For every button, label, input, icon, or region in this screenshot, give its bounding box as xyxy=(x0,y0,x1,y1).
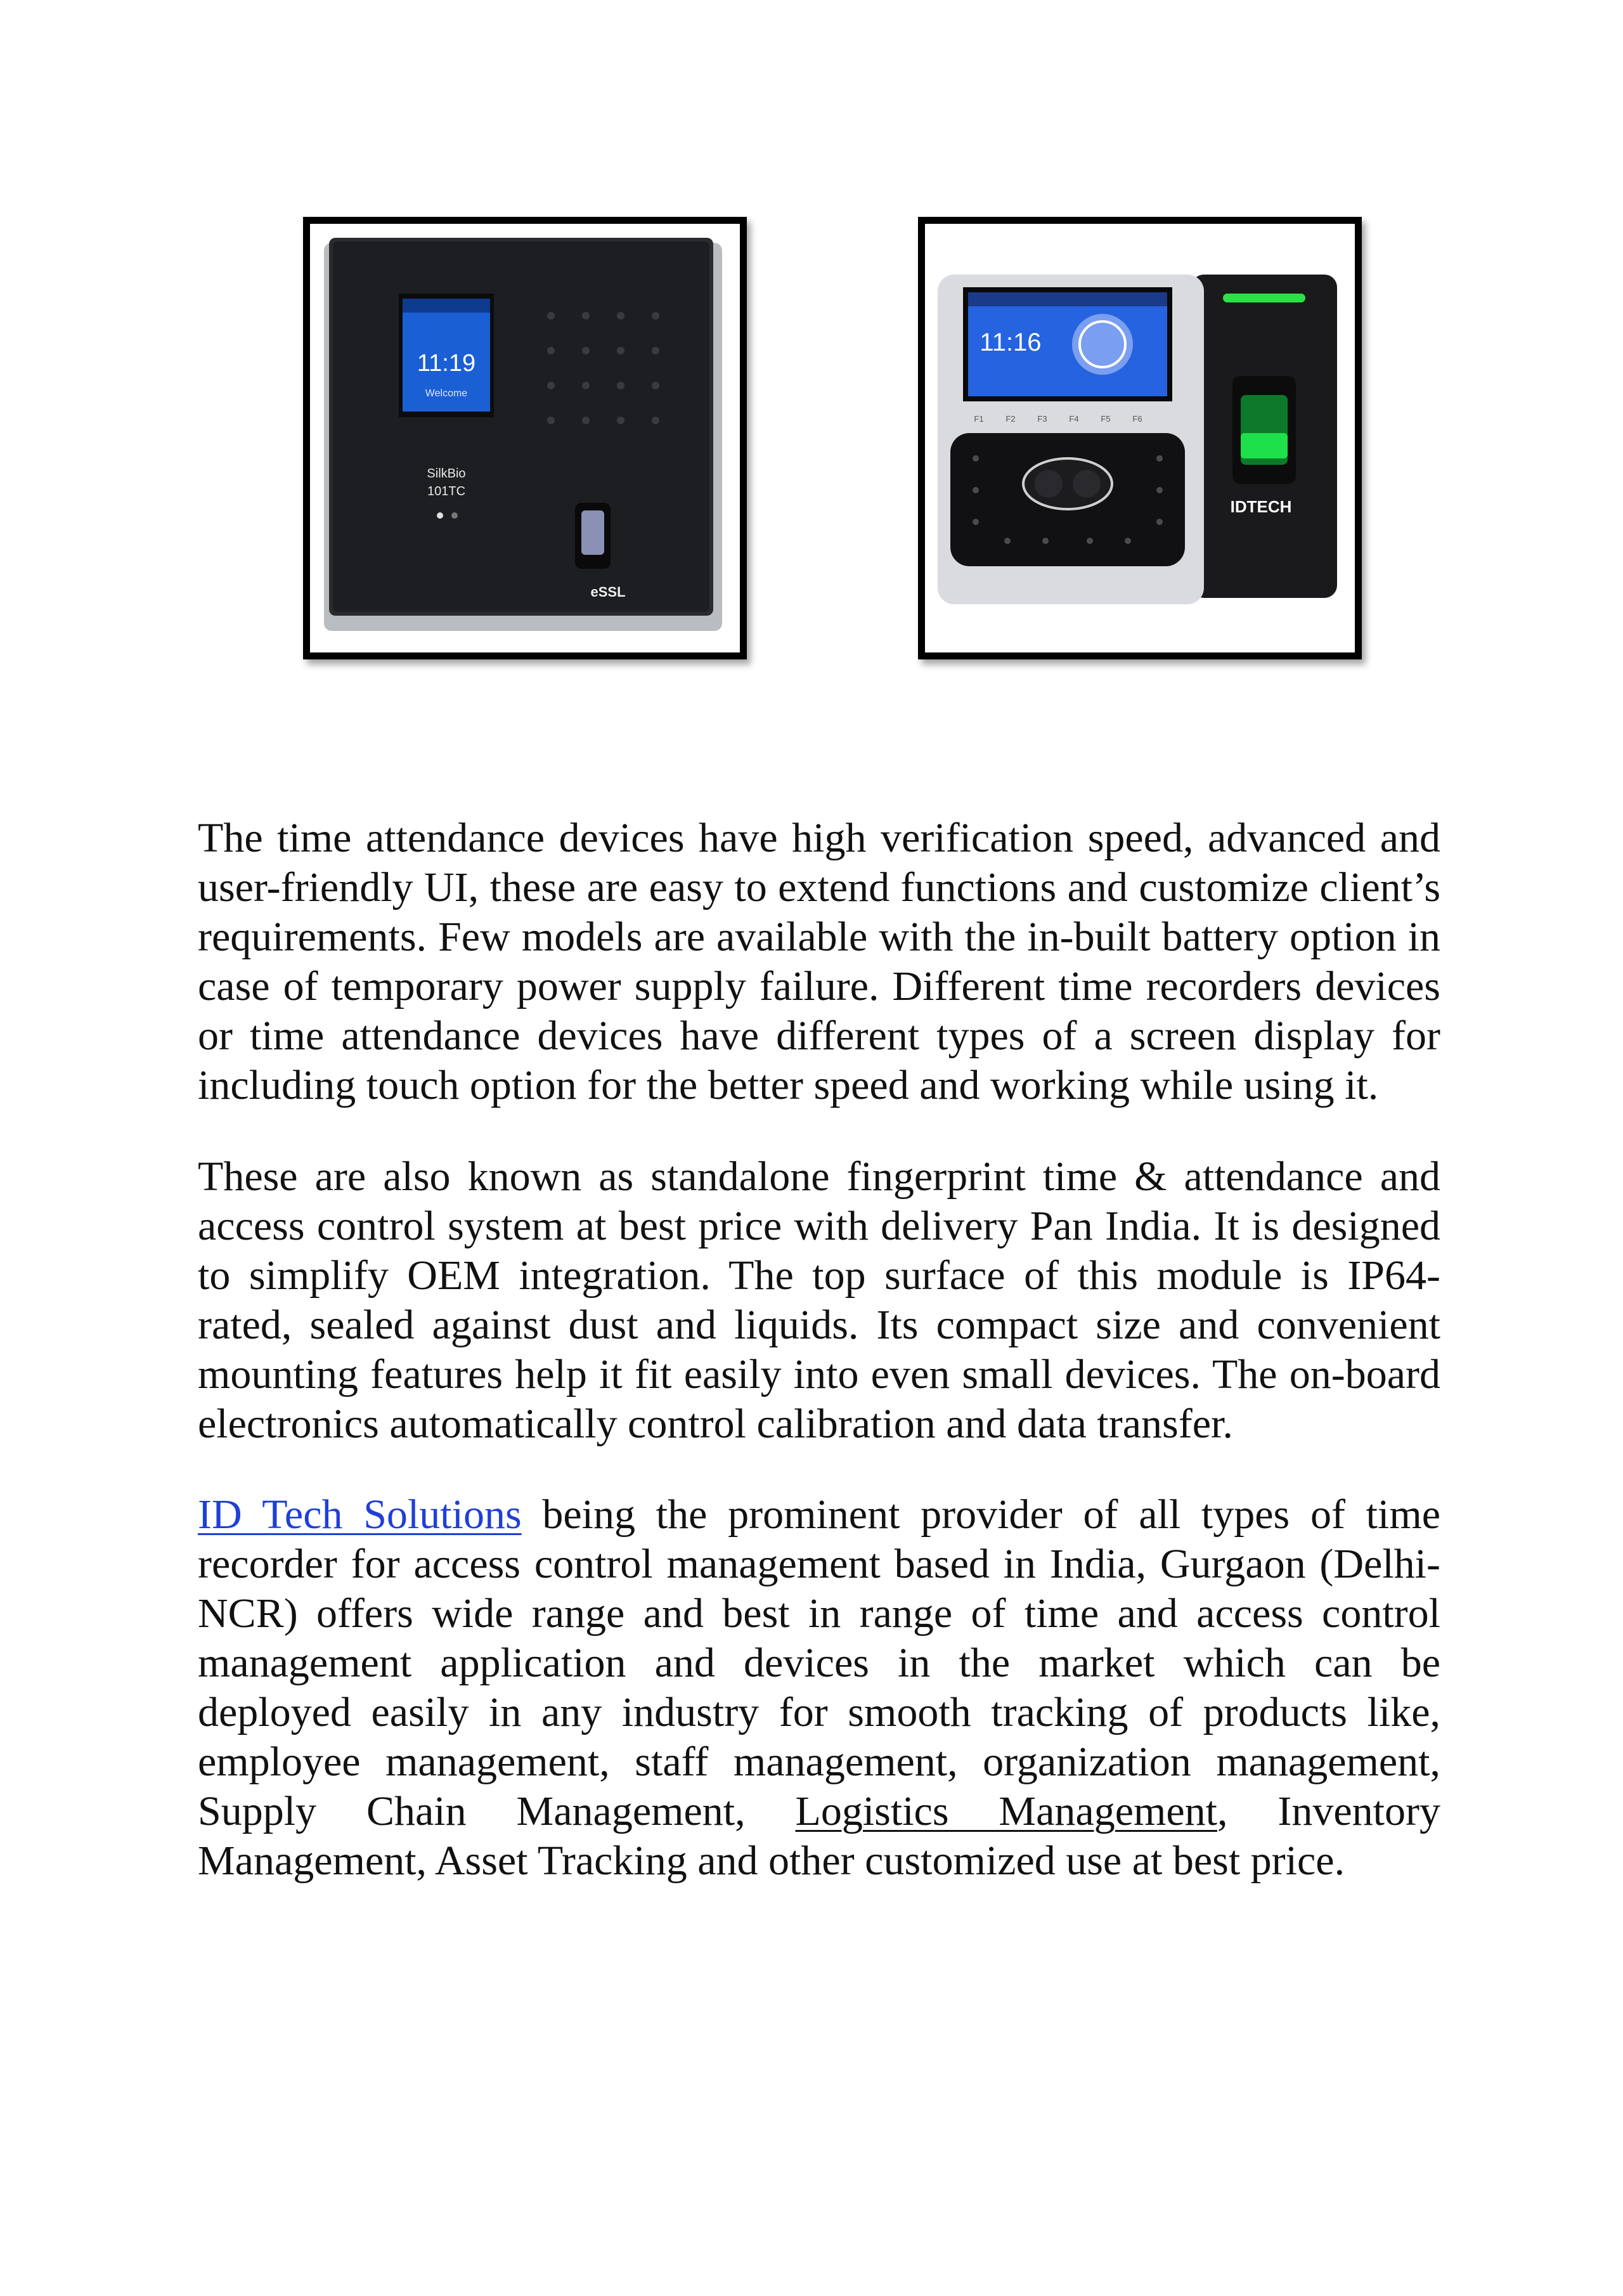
function-key-f5: F5 xyxy=(1101,414,1111,424)
silkbio-device-illustration xyxy=(310,224,740,652)
device-clock: 11:19 xyxy=(417,350,476,377)
device-photo-silkbio xyxy=(303,217,747,659)
function-key-f4: F4 xyxy=(1069,414,1079,424)
device-photo-idtech xyxy=(918,217,1362,659)
paragraph-3-text-part-1: being the prominent provider of all types of time recorder for access control management based in India, Gurgaon (Delhi-NCR) offers wide range and best in range of time and access control management application and devices in the market which can be deployed easily in any industry for smooth tracking of products like, employee management, staff management, organization management, Supply Chain Management, xyxy=(198,1491,1440,1834)
paragraph-device-features: The time attendance devices have high verification speed, advanced and user-friendly UI, these are easy to extend functions and customize client’s requirements. Few models are available with the in-built battery option in case of temporary power supply failure. Different time recorders devices or time attendance devices have different types of a screen display for including touch option for the better speed and working while using it. xyxy=(198,815,1440,1108)
device-clock-right: 11:16 xyxy=(980,328,1042,356)
function-key-f2: F2 xyxy=(1005,414,1016,424)
paragraph-company-overview xyxy=(198,1490,1440,1886)
logistics-management-link[interactable]: Logistics Management xyxy=(795,1788,1217,1834)
paragraph-standalone-system: These are also known as standalone fingerprint time & attendance and access control system at best price with delivery Pan India. It is designed to simplify OEM integration. The top surface of this module is IP64-rated, sealed against dust and liquids. Its compact size and convenient mounting features help it fit easily into even small devices. The on-board electronics automatically control calibration and data transfer. xyxy=(198,1153,1440,1447)
essl-logo: eSSL xyxy=(590,584,626,600)
function-key-f1: F1 xyxy=(974,414,984,424)
idtech-logo: IDTECH xyxy=(1230,497,1292,516)
device-status: Welcome xyxy=(425,388,468,399)
id-tech-solutions-link[interactable]: ID Tech Solutions xyxy=(198,1491,522,1538)
function-key-f3: F3 xyxy=(1037,414,1047,424)
paragraph-3-text-part-2: , Inventory Management, Asset Tracking and other customized use at best price. xyxy=(198,1788,1440,1884)
function-key-f6: F6 xyxy=(1132,414,1142,424)
model-label-line-1: SilkBio xyxy=(427,467,466,481)
model-label-line-2: 101TC xyxy=(427,484,466,498)
idtech-device-illustration xyxy=(925,224,1355,652)
